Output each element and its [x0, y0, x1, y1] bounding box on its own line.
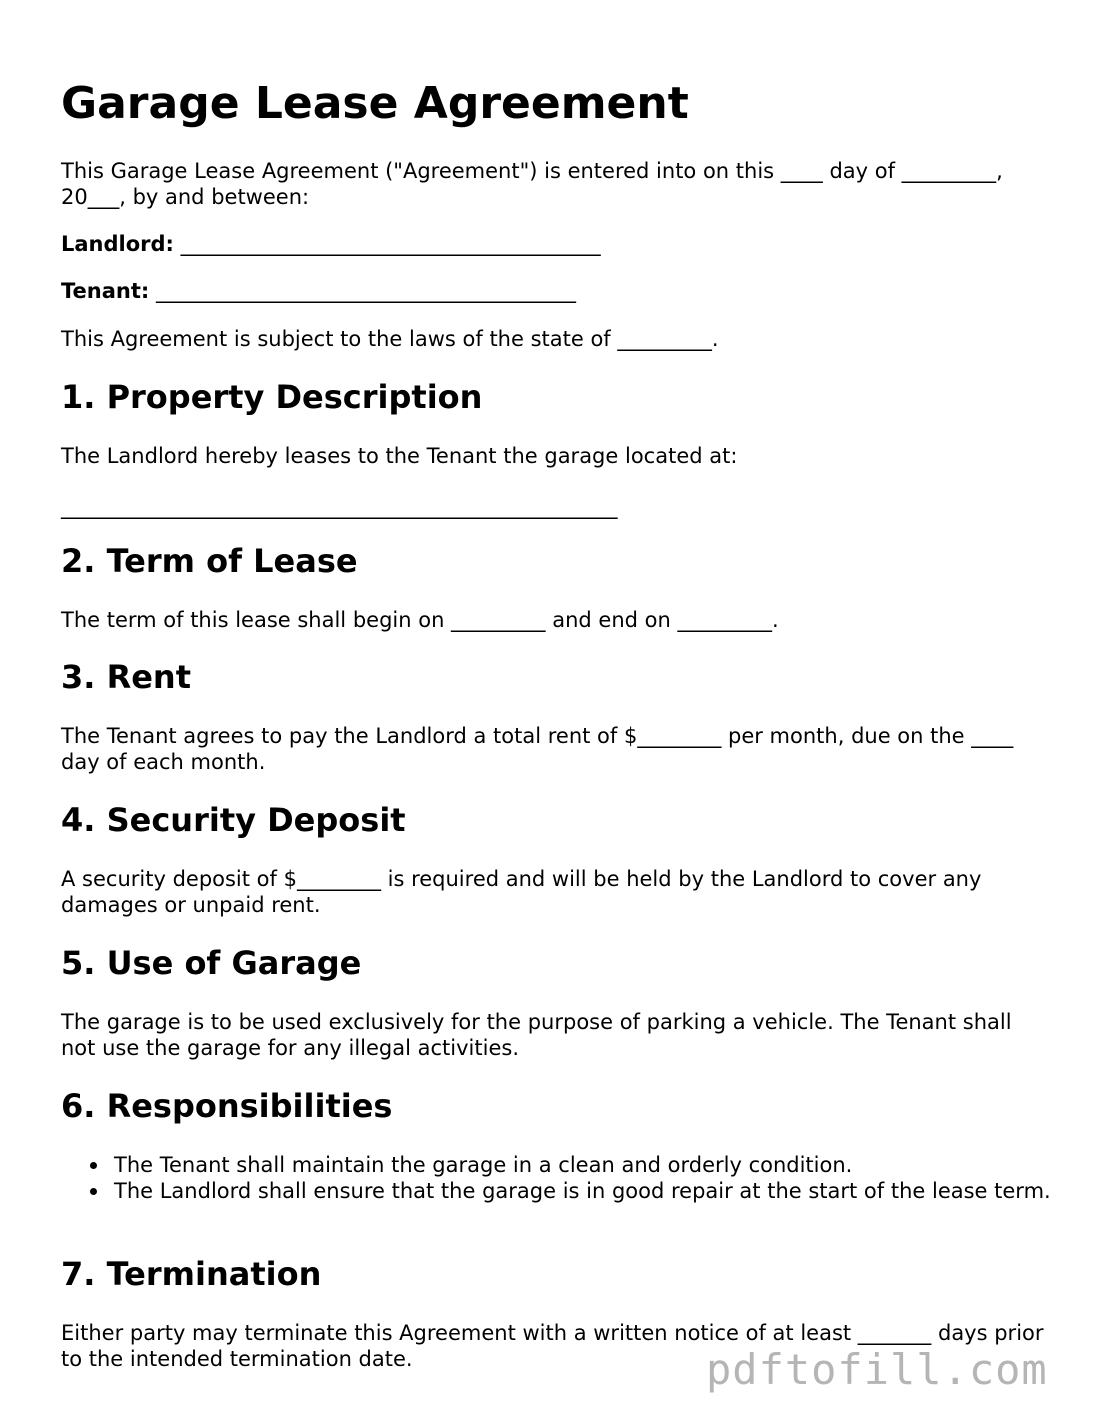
- tenant-blank: ________________________________________: [155, 279, 576, 303]
- responsibilities-list: [61, 1152, 1099, 1204]
- tenant-label: Tenant:: [61, 279, 150, 303]
- governing-law-paragraph: This Agreement is subject to the laws of the state of _________.: [61, 327, 719, 351]
- landlord-blank: ________________________________________: [180, 232, 601, 256]
- section-heading-termination: 7. Termination: [61, 1255, 322, 1293]
- section-body-term-of-lease: The term of this lease shall begin on _________ and end on _________.: [61, 608, 779, 632]
- section-body-rent: The Tenant agrees to pay the Landlord a total rent of $________ per month, due on the ____ day of each month.: [61, 724, 1014, 774]
- intro-paragraph: This Garage Lease Agreement ("Agreement") is entered into on this ____ day of _________, 20___, by and between:: [61, 159, 1003, 209]
- section-body-termination: Either party may terminate this Agreement with a written notice of at least _______ days prior to the intended termination date.: [61, 1321, 1044, 1371]
- section-body-use-of-garage: The garage is to be used exclusively for the purpose of parking a vehicle. The Tenant shall not use the garage for any illegal activities.: [61, 1010, 1012, 1060]
- section-body-property-description: The Landlord hereby leases to the Tenant the garage located at:: [61, 444, 738, 468]
- watermark: pdftofill.com: [706, 1345, 1048, 1394]
- section-heading-rent: 3. Rent: [61, 658, 191, 696]
- section-heading-use-of-garage: 5. Use of Garage: [61, 944, 362, 982]
- list-item: The Landlord shall ensure that the garage is in good repair at the start of the lease term.: [114, 1178, 1099, 1204]
- section-body-security-deposit: A security deposit of $________ is required and will be held by the Landlord to cover any damages or unpaid rent.: [61, 867, 982, 917]
- tenant-line: [61, 278, 1046, 304]
- section-heading-term-of-lease: 2. Term of Lease: [61, 542, 358, 580]
- document-title: Garage Lease Agreement: [61, 78, 689, 129]
- landlord-label: Landlord:: [61, 232, 174, 256]
- section-heading-security-deposit: 4. Security Deposit: [61, 801, 406, 839]
- landlord-line: [61, 231, 1046, 257]
- section-heading-responsibilities: 6. Responsibilities: [61, 1087, 393, 1125]
- section-heading-property-description: 1. Property Description: [61, 378, 483, 416]
- property-address-blank: _____________________________________________________: [61, 495, 618, 519]
- list-item: The Tenant shall maintain the garage in a clean and orderly condition.: [114, 1152, 1099, 1178]
